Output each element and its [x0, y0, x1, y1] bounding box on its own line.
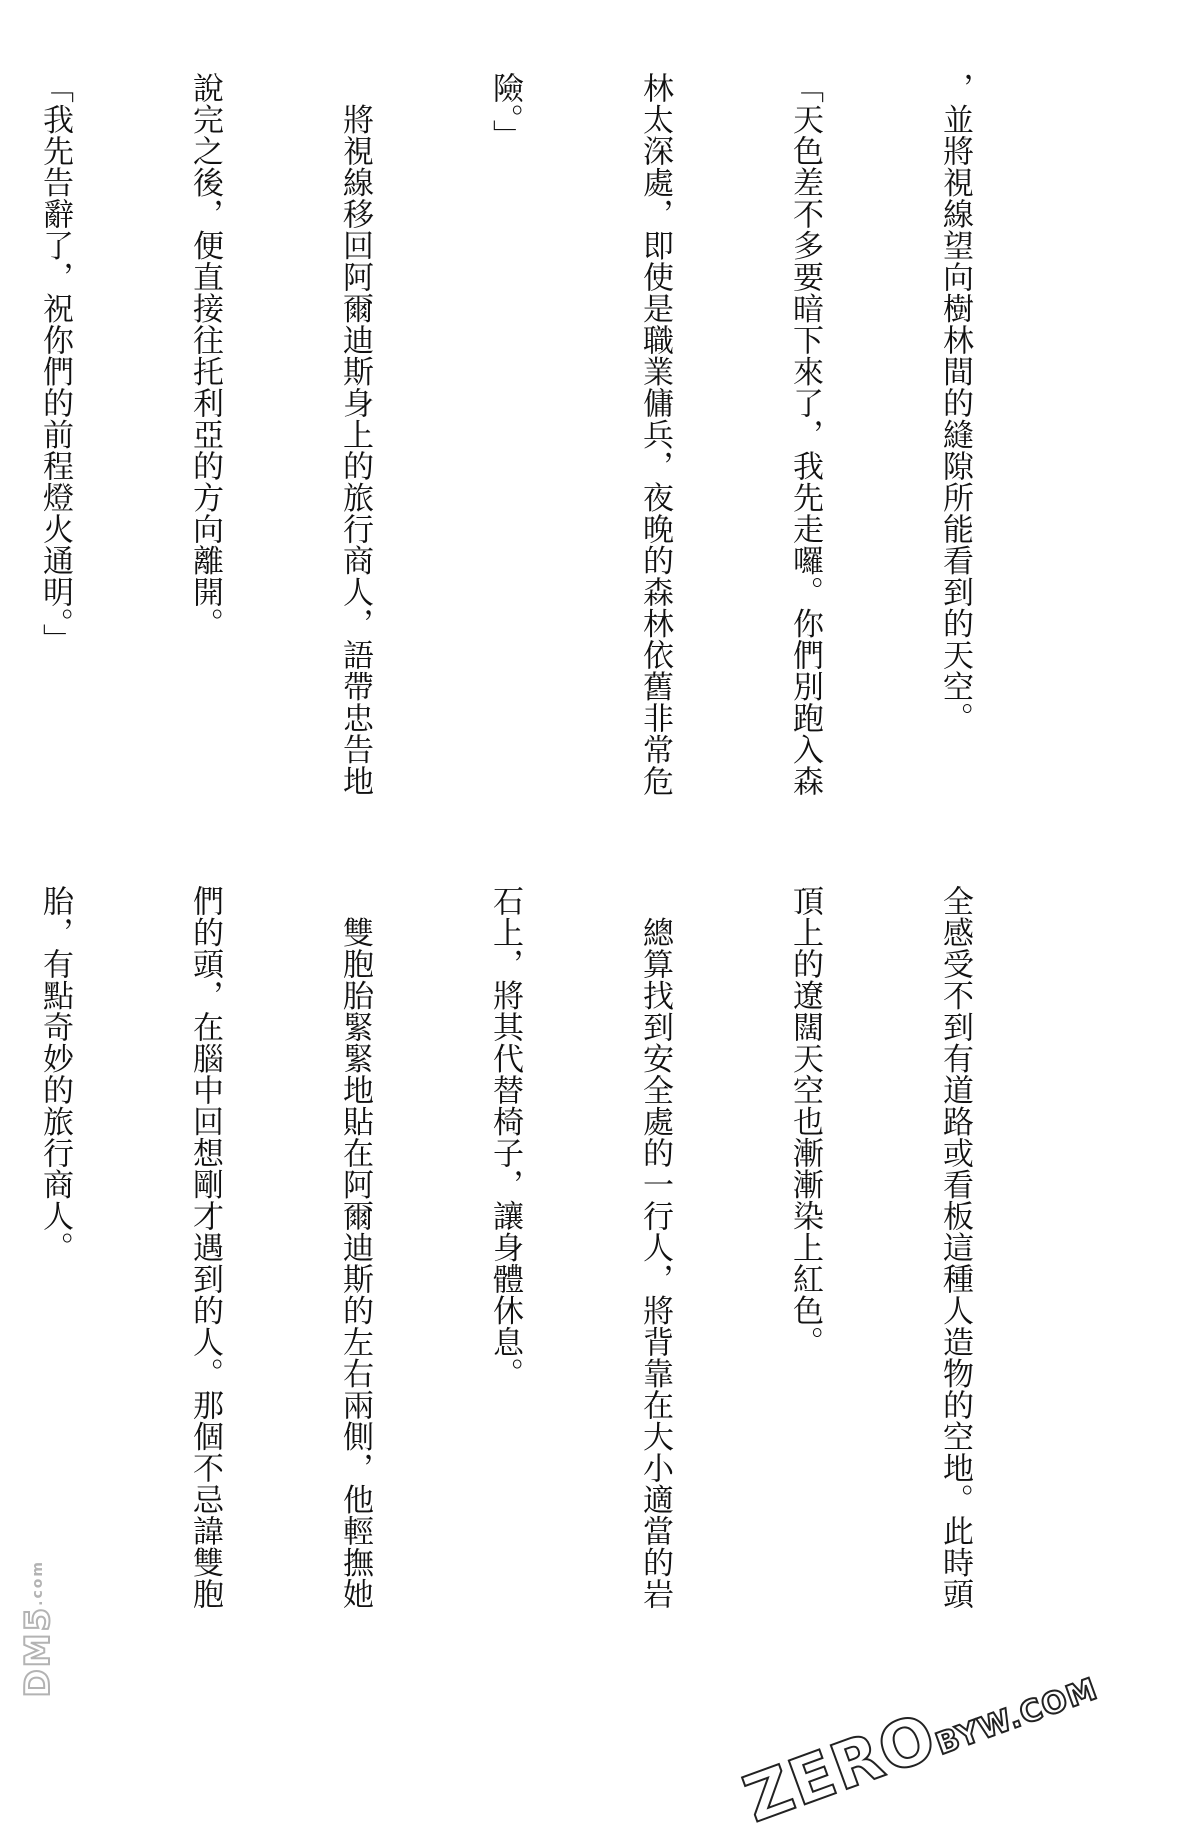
text-column: ，並將視線望向樹林間的縫隙所能看到的天空。	[937, 72, 973, 734]
text-column: 們的頭，在腦中回想剛才遇到的人。那個不忌諱雙胞	[187, 885, 223, 1610]
text-column: 險。」	[487, 72, 523, 151]
text-column: 「我先告辭了，祝你們的前程燈火通明。」	[37, 72, 73, 655]
dm5-watermark	[18, 1560, 58, 1698]
text-column: 全感受不到有道路或看板這種人造物的空地。此時頭	[937, 885, 973, 1610]
text-column: 說完之後，便直接往托利亞的方向離開。	[187, 72, 223, 639]
text-column: 雙胞胎緊緊地貼在阿爾迪斯的左右兩側，他輕撫她	[337, 885, 373, 1610]
text-column: 石上，將其代替椅子，讓身體休息。	[487, 885, 523, 1389]
text-block-bottom	[0, 885, 1080, 1645]
text-column: 總算找到安全處的一行人，將背靠在大小適當的岩	[637, 885, 673, 1610]
text-column: 「天色差不多要暗下來了，我先走囉。你們別跑入森	[787, 72, 823, 797]
text-block-top	[0, 72, 1080, 802]
text-column: 頂上的遼闊天空也漸漸染上紅色。	[787, 885, 823, 1358]
zerobyw-watermark-rest: BYW.COM	[931, 1671, 1103, 1763]
text-column: 林太深處，即使是職業傭兵，夜晚的森林依舊非常危	[637, 72, 673, 797]
text-column: 胎，有點奇妙的旅行商人。	[37, 885, 73, 1263]
dm5-watermark-text: DM5	[18, 1605, 58, 1698]
zerobyw-watermark-main: ZERO	[734, 1700, 946, 1838]
zerobyw-watermark	[735, 1642, 1105, 1837]
dm5-watermark-suffix: .com	[30, 1560, 46, 1606]
text-column: 將視線移回阿爾迪斯身上的旅行商人，語帶忠告地	[337, 72, 373, 797]
